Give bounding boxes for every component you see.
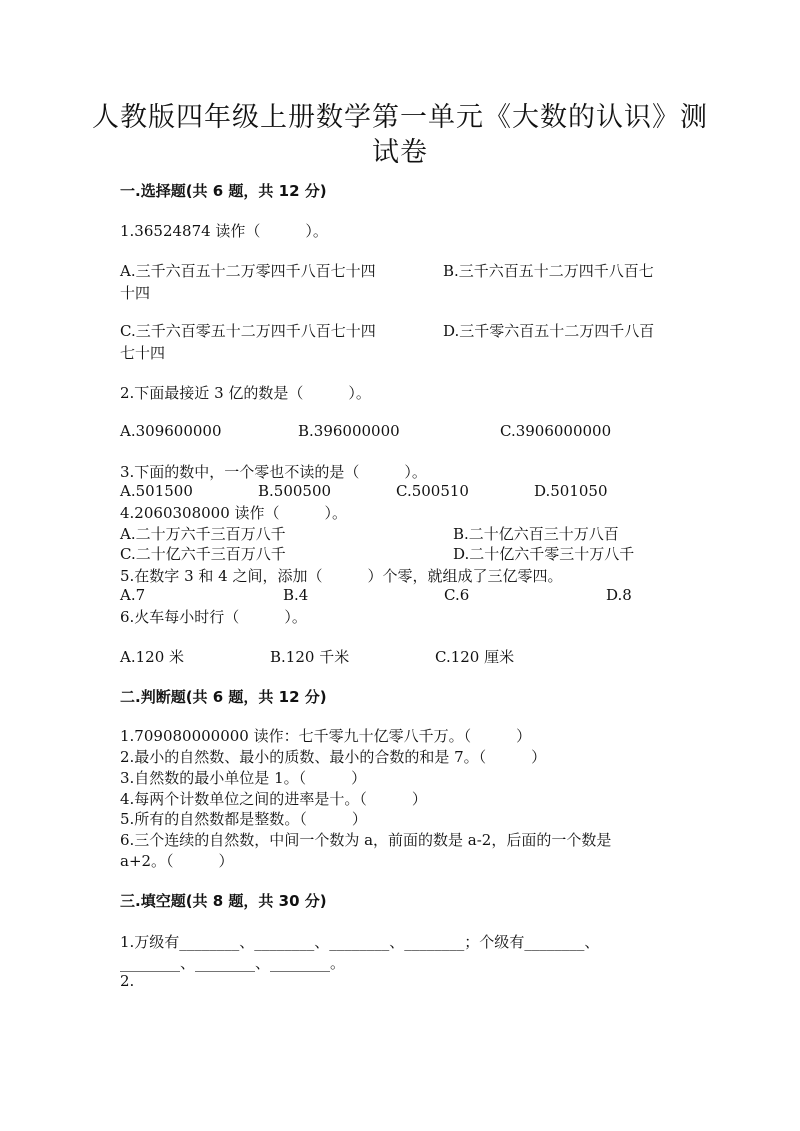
option-b: B.500500 (258, 482, 332, 500)
option-d: D.8 (606, 586, 632, 604)
option-c: C.6 (444, 586, 470, 604)
fill-in-question-continued: ________、________、________。 (120, 954, 346, 972)
judgement-question: 5.所有的自然数都是整数。（ ） (120, 810, 367, 828)
option-d-continued: 七十四 (120, 344, 166, 362)
option-b: B.三千六百五十二万四千八百七 (443, 262, 654, 280)
option-b: B.4 (283, 586, 309, 604)
question-stem: 5.在数字 3 和 4 之间，添加（ ）个零，就组成了三亿零四。 (120, 567, 563, 585)
option-c: C.500510 (396, 482, 469, 500)
option-b: B.二十亿六百三十万八百 (453, 525, 619, 543)
question-stem: 2.下面最接近 3 亿的数是（ ）。 (120, 384, 371, 402)
option-c: C.三千六百零五十二万四千八百七十四 (120, 322, 376, 340)
judgement-question: 2.最小的自然数、最小的质数、最小的合数的和是 7。（ ） (120, 748, 547, 766)
option-c: C.3906000000 (500, 422, 612, 440)
judgement-question: 1.709080000000 读作：七千零九十亿零八千万。（ ） (120, 727, 532, 745)
option-a: A.120 米 (120, 648, 184, 666)
judgement-question: 4.每两个计数单位之间的进率是十。（ ） (120, 790, 427, 808)
question-stem: 1.36524874 读作（ ）。 (120, 222, 328, 240)
section-heading-choice: 一.选择题(共 6 题，共 12 分) (120, 182, 327, 200)
section-heading-fill-in: 三.填空题(共 8 题，共 30 分) (120, 892, 327, 910)
option-c: C.二十亿六千三百万八千 (120, 545, 286, 563)
page-title-continued: 试卷 (372, 137, 428, 168)
fill-in-question: 2. (120, 972, 135, 990)
option-a: A.三千六百五十二万零四千八百七十四 (120, 262, 376, 280)
fill-in-question: 1.万级有________、________、________、________；个级有________、 (120, 933, 600, 951)
option-a: A.309600000 (120, 422, 222, 440)
question-stem: 3.下面的数中，一个零也不读的是（ ）。 (120, 463, 427, 481)
option-b-continued: 十四 (120, 284, 151, 302)
option-d: D.三千零六百五十二万四千八百 (443, 322, 655, 340)
option-d: D.二十亿六千零三十万八千 (453, 545, 635, 563)
option-d: D.501050 (534, 482, 608, 500)
option-c: C.120 厘米 (435, 648, 515, 666)
option-b: B.120 千米 (270, 648, 350, 666)
option-a: A.501500 (120, 482, 193, 500)
question-stem: 6.火车每小时行（ ）。 (120, 608, 307, 626)
question-stem: 4.2060308000 读作（ ）。 (120, 504, 348, 522)
judgement-question-continued: a+2。（ ） (120, 852, 234, 870)
option-a: A.7 (120, 586, 146, 604)
option-a: A.二十万六千三百万八千 (120, 525, 286, 543)
section-heading-judgement: 二.判断题(共 6 题，共 12 分) (120, 688, 327, 706)
judgement-question: 3.自然数的最小单位是 1。（ ） (120, 769, 367, 787)
option-b: B.396000000 (298, 422, 400, 440)
page-title: 人教版四年级上册数学第一单元《大数的认识》测 (92, 102, 708, 133)
judgement-question: 6.三个连续的自然数，中间一个数为 a，前面的数是 a-2，后面的一个数是 (120, 831, 612, 849)
